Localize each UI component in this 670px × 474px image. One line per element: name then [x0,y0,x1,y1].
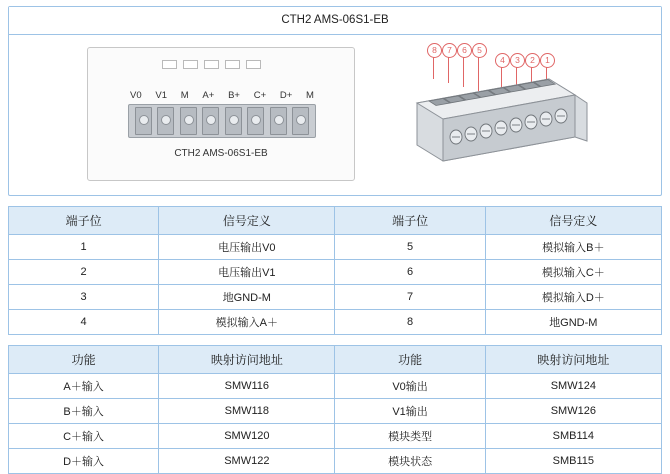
terminal-block-icon [399,65,589,185]
callout-badge: 5 [472,43,487,58]
table-cell: SMW118 [159,399,335,424]
pin-label: C+ [253,90,267,101]
table-cell: V0输出 [335,374,485,399]
callout-badge: 7 [442,43,457,58]
table-row [9,424,662,449]
table-row [9,449,662,474]
table-cell: SMB115 [485,449,661,474]
pin-label: V0 [130,90,142,101]
table-cell: 地GND-M [485,310,661,335]
table-cell: 模拟输入B＋ [485,235,661,260]
table-cell: SMW124 [485,374,661,399]
device-panel [8,6,662,196]
pin-label: D+ [279,90,293,101]
pin-label: A+ [202,90,215,101]
table-cell: 模块状态 [335,449,485,474]
callout-badge: 1 [540,53,555,68]
callout-badge: 2 [525,53,540,68]
module-vents-icon [162,60,261,69]
table-cell: SMB114 [485,424,661,449]
pin-label: M [180,90,189,101]
column-header: 功能 [335,346,485,374]
column-header: 端子位 [9,207,159,235]
table-cell: 2 [9,260,159,285]
table-cell: D＋输入 [9,449,159,474]
pin-label: M [306,90,314,101]
column-header: 信号定义 [159,207,335,235]
module-pin-labels [130,90,314,101]
column-header: 功能 [9,346,159,374]
address-mapping-table [8,345,662,474]
table-cell: B＋输入 [9,399,159,424]
table-cell: 8 [335,310,485,335]
table-cell: SMW116 [159,374,335,399]
table-cell: 模拟输入C＋ [485,260,661,285]
table-cell: A＋输入 [9,374,159,399]
table-cell: 5 [335,235,485,260]
table-row [9,310,662,335]
table-header-row [9,346,662,374]
callout-badge: 8 [427,43,442,58]
terminal-block-drawing [399,43,589,188]
column-header: 映射访问地址 [485,346,661,374]
table-cell: 电压输出V0 [159,235,335,260]
table-header-row [9,207,662,235]
column-header: 映射访问地址 [159,346,335,374]
terminal-definition-table [8,206,662,335]
callout-badge: 3 [510,53,525,68]
table-cell: 地GND-M [159,285,335,310]
pin-label: B+ [228,90,240,101]
table-cell: 4 [9,310,159,335]
table-cell: V1输出 [335,399,485,424]
table-row [9,235,662,260]
callout-badge: 6 [457,43,472,58]
table-cell: SMW122 [159,449,335,474]
table-cell: SMW126 [485,399,661,424]
table-cell: 6 [335,260,485,285]
device-illustration [9,35,661,196]
table-row [9,399,662,424]
module-model-label: CTH2 AMS-06S1-EB [174,148,268,159]
table-row [9,260,662,285]
module-drawing [87,47,355,181]
table-cell: 3 [9,285,159,310]
device-title: CTH2 AMS-06S1-EB [9,7,661,35]
table-cell: 模块类型 [335,424,485,449]
column-header: 端子位 [335,207,485,235]
table-cell: 模拟输入D＋ [485,285,661,310]
table-cell: 1 [9,235,159,260]
table-cell: 电压输出V1 [159,260,335,285]
table-row [9,285,662,310]
table-cell: SMW120 [159,424,335,449]
callout-badge: 4 [495,53,510,68]
pin-label: V1 [155,90,167,101]
column-header: 信号定义 [485,207,661,235]
table-cell: 7 [335,285,485,310]
module-connector-icon [128,104,316,138]
table-cell: 模拟输入A＋ [159,310,335,335]
table-cell: C＋输入 [9,424,159,449]
table-row [9,374,662,399]
